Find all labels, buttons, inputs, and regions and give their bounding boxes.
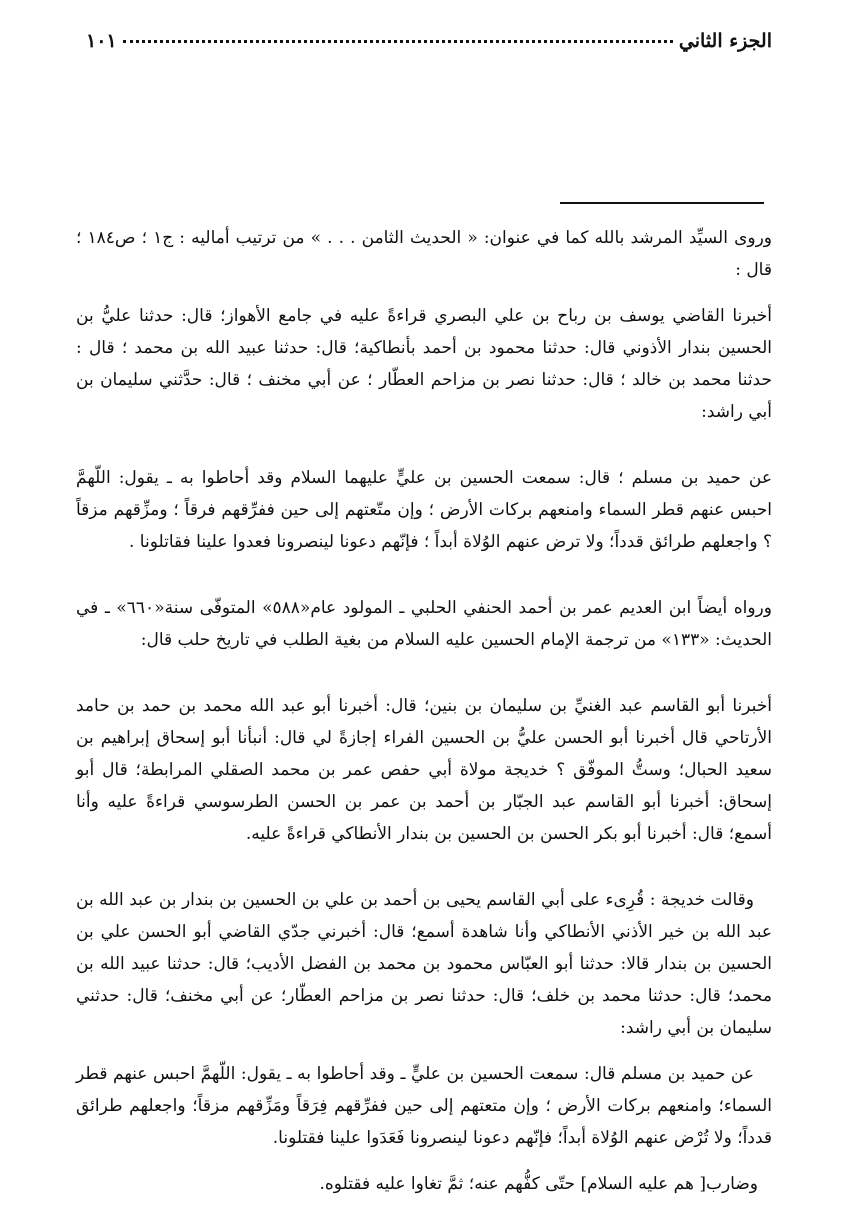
page-body [76, 222, 772, 1214]
paragraph-ibn-al-adim: ورواه أيضاً ابن العديم عمر بن أحمد الحنفي الحلبي ـ المولود عام«٥٨٨» المتوفّى سنة«٦٦٠» ـ في الحديث: «١٣٣» من ترجمة الإمام الحسين عليه السلام من بغية الطلب في تاريخ حلب قال: [76, 598, 772, 650]
page-header [86, 30, 772, 60]
paragraph-citation: وروى السيِّد المرشد بالله كما في عنوان: « الحديث الثامن . . . » من ترتيب أماليه : ج١ ؛ ص١٨٤ ؛ قال : [76, 228, 773, 280]
paragraph-isnad-1: أخبرنا القاضي يوسف بن رباح بن علي البصري قراءةً عليه في جامع الأهواز؛ قال: حدثنا عليُّ بن الحسين بندار الأذوني قال: حدثنا محمود بن أحمد بأنطاكية؛ قال: حدثنا عبيد الله بن محمد ؛ قال : حدثنا محمد بن خالد ؛ قال: حدثنا نصر بن مزاحم العطّار ؛ عن أبي مخنف ؛ قال: حدَّثني سليمان بن أبي راشد: [76, 306, 772, 422]
footnote-divider [560, 202, 764, 204]
page-number: ١٠١ [86, 30, 117, 52]
paragraph-isnad-3: وقالت خديجة : قُرِىء على أبي القاسم يحيى بن أحمد بن علي بن الحسين بن بندار بن عبد الله بن عبد الله بن خير الأذني الأنطاكي وأنا شاهدة أسمع؛ قال: أخبرني جدّي القاضي أبو الحسن علي بن الحسين بن بندار قالا: حدثنا أبو العبّاس محمود بن محمد بن الفضل الأديب؛ قال: حدثنا عبيد الله بن محمد؛ قال: حدثنا محمد بن خلف؛ قال: حدثنا نصر بن مزاحم العطّار؛ عن أبي مخنف؛ قال: حدثني سليمان بن أبي راشد: [76, 890, 772, 1038]
paragraph-conclusion: وضارب[ هم عليه السلام] حتّى كفُّهم عنه؛ ثمَّ تغاوا عليه فقتلوه. [319, 1174, 758, 1194]
section-title: الجزء الثاني [678, 30, 772, 52]
paragraph-isnad-2: أخبرنا أبو القاسم عبد الغنيِّ بن سليمان بن بنين؛ قال: أخبرنا أبو عبد الله محمد بن حمد بن حامد الأرتاحي قال أخبرنا أبو الحسن عليُّ بن الحسين الفراء إجازةً لي قال: أنبأنا أبو إسحاق إبراهيم بن سعيد الحبال؛ وستُّ الموفّق ؟ خديجة مولاة أبي حفص عمر بن محمد الصقلي المرابطة؛ قال أبو إسحاق: أخبرنا أبو القاسم عبد الجبّار بن أحمد بن عمر بن الحسن الطرسوسي قراءةً عليه وأنا أسمع؛ قال: أخبرنا أبو بكر الحسن بن الحسين بن بندار الأنطاكي قراءةً عليه. [76, 696, 772, 844]
dotted-leader [123, 40, 673, 43]
paragraph-hadith-1: عن حميد بن مسلم ؛ قال: سمعت الحسين بن عليٍّ عليهما السلام وقد أحاطوا به ـ يقول: اللّهمَّ احبس عنهم قطر السماء وامنعهم بركات الأرض ؛ وإن متّعتهم إلى حين ففرِّقهم فرقاً ؛ ومزِّقهم مزقاً ؟ واجعلهم طرائق قدداً؛ ولا ترض عنهم الوُلاة أبداً ؛ فإنّهم دعونا لينصرونا فعدوا علينا فقاتلونا . [76, 468, 772, 552]
paragraph-hadith-2: عن حميد بن مسلم قال: سمعت الحسين بن عليٍّ ـ وقد أحاطوا به ـ يقول: اللّهمَّ احبس عنهم قطر السماء؛ وامنعهم بركات الأرض ؛ وإن متعتهم إلى حين ففرِّقهم فِرَقاً ومَزِّقهم مزقاً؛ واجعلهم طرائق قدداً؛ ولا تُرْض عنهم الوُلاة أبداً؛ فإنّهم دعونا لينصرونا فَعَدَوا علينا فقتلونا. [76, 1064, 772, 1148]
